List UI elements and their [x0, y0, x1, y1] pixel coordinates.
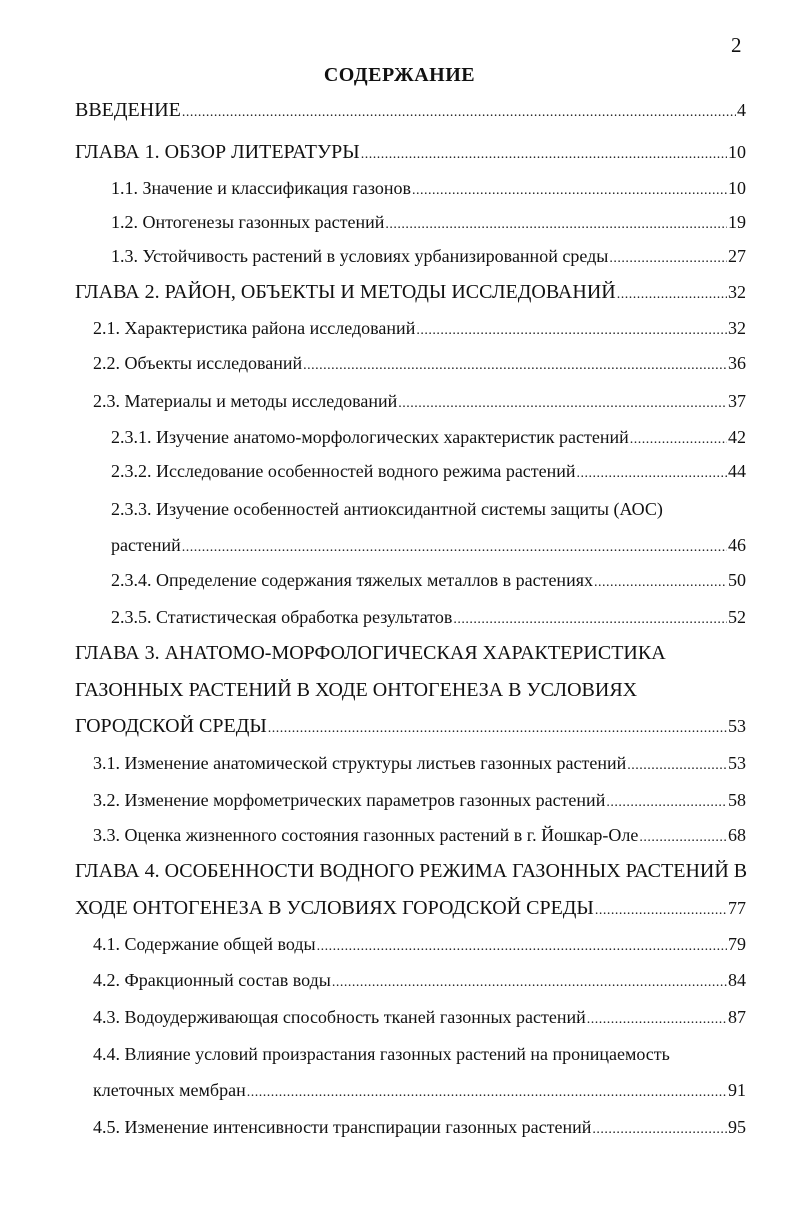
toc-entry-2-3-2[interactable]: [111, 459, 746, 486]
toc-entry-page: 19: [728, 212, 746, 232]
toc-entry-chapter-2[interactable]: [75, 280, 746, 307]
toc-entry-label: 2.3.1. Изучение анатомо-морфологических характеристик растений: [111, 427, 629, 447]
toc-entry-page: 37: [728, 391, 746, 411]
toc-entry-3-2[interactable]: [93, 788, 746, 815]
toc-entry-chapter-1[interactable]: [75, 140, 746, 167]
toc-entry-2-3-4[interactable]: [111, 568, 746, 595]
toc-entry-2-2[interactable]: [93, 351, 746, 378]
toc-leader-dots: [627, 751, 727, 778]
toc-entry-4-4[interactable]: [93, 1078, 746, 1105]
toc-entry-4-4-line1[interactable]: 4.4. Влияние условий произрастания газонных растений на проницаемость: [93, 1044, 670, 1064]
toc-entry-label: 1.1. Значение и классификация газонов: [111, 178, 411, 198]
toc-leader-dots: [630, 425, 727, 452]
toc-entry-page: 91: [728, 1080, 746, 1100]
toc-entry-page: 10: [728, 178, 746, 198]
toc-entry-label: ГЛАВА 2. РАЙОН, ОБЪЕКТЫ И МЕТОДЫ ИССЛЕДОВАНИЙ: [75, 281, 616, 303]
toc-entry-label: ВВЕДЕНИЕ: [75, 99, 181, 121]
toc-entry-page: 53: [728, 753, 746, 773]
toc-leader-dots: [609, 244, 727, 271]
toc-entry-1-2[interactable]: [111, 210, 746, 237]
toc-entry-label: ГЛАВА 1. ОБЗОР ЛИТЕРАТУРЫ: [75, 141, 360, 163]
toc-entry-page: 68: [728, 825, 746, 845]
toc-entry-label: 2.3.2. Исследование особенностей водного режима растений: [111, 461, 576, 481]
toc-entry-page: 10: [728, 142, 746, 162]
toc-entry-page: 46: [728, 535, 746, 555]
toc-entry-label: 3.1. Изменение анатомической структуры листьев газонных растений: [93, 753, 627, 773]
toc-leader-dots: [247, 1078, 727, 1105]
toc-entry-1-1[interactable]: [111, 176, 746, 203]
toc-entry-label: 4.2. Фракционный состав воды: [93, 970, 331, 990]
toc-entry-label: 2.3.5. Статистическая обработка результатов: [111, 607, 453, 627]
toc-entry-label: 2.1. Характеристика района исследований: [93, 318, 416, 338]
toc-entry-label: 2.3.4. Определение содержания тяжелых металлов в растениях: [111, 570, 593, 590]
toc-leader-dots: [182, 98, 736, 125]
toc-leader-dots: [412, 176, 727, 203]
page-number: 2: [731, 33, 742, 57]
toc-entry-label: 2.3. Материалы и методы исследований: [93, 391, 398, 411]
toc-entry-2-3-3-line1[interactable]: 2.3.3. Изучение особенностей антиоксидантной системы защиты (АОС): [111, 499, 663, 519]
toc-entry-label: 1.2. Онтогенезы газонных растений: [111, 212, 385, 232]
toc-entry-page: 42: [728, 427, 746, 447]
toc-title: СОДЕРЖАНИЕ: [323, 64, 476, 86]
toc-leader-dots: [361, 140, 727, 167]
toc-entry-page: 77: [728, 898, 746, 918]
toc-entry-page: 52: [728, 607, 746, 627]
toc-leader-dots: [617, 280, 727, 307]
toc-entry-chapter-3[interactable]: [75, 714, 746, 741]
toc-entry-page: 32: [728, 318, 746, 338]
toc-entry-2-3[interactable]: [93, 389, 746, 416]
toc-leader-dots: [595, 896, 727, 923]
toc-leader-dots: [577, 459, 727, 486]
toc-entry-page: 53: [728, 716, 746, 736]
toc-leader-dots: [398, 389, 727, 416]
toc-entry-4-1[interactable]: [93, 932, 746, 959]
toc-leader-dots: [416, 316, 727, 343]
toc-entry-label: 3.3. Оценка жизненного состояния газонных растений в г. Йошкар-Оле: [93, 825, 639, 845]
toc-entry-page: 95: [728, 1117, 746, 1137]
toc-entry-2-3-5[interactable]: [111, 605, 746, 632]
toc-entry-3-3[interactable]: [93, 823, 746, 850]
toc-entry-page: 36: [728, 353, 746, 373]
toc-leader-dots: [594, 568, 727, 595]
toc-entry-page: 84: [728, 970, 746, 990]
toc-leader-dots: [587, 1005, 727, 1032]
toc-leader-dots: [606, 788, 727, 815]
toc-leader-dots: [332, 968, 727, 995]
toc-entry-page: 44: [728, 461, 746, 481]
toc-entry-page: 50: [728, 570, 746, 590]
toc-entry-3-1[interactable]: [93, 751, 746, 778]
toc-entry-page: 4: [737, 100, 746, 120]
toc-entry-page: 32: [728, 282, 746, 302]
toc-entry-1-3[interactable]: [111, 244, 746, 271]
toc-entry-label: 4.1. Содержание общей воды: [93, 934, 316, 954]
toc-entry-label: 2.2. Объекты исследований: [93, 353, 303, 373]
toc-leader-dots: [268, 714, 727, 741]
toc-entry-2-1[interactable]: [93, 316, 746, 343]
toc-entry-4-3[interactable]: [93, 1005, 746, 1032]
toc-entry-introduction[interactable]: [75, 98, 746, 125]
toc-entry-label: ХОДЕ ОНТОГЕНЕЗА В УСЛОВИЯХ ГОРОДСКОЙ СРЕДЫ: [75, 897, 594, 919]
toc-entry-page: 79: [728, 934, 746, 954]
toc-entry-page: 27: [728, 246, 746, 266]
toc-entry-4-5[interactable]: [93, 1115, 746, 1142]
toc-leader-dots: [317, 932, 727, 959]
toc-entry-2-3-3[interactable]: [111, 533, 746, 560]
toc-entry-page: 58: [728, 790, 746, 810]
toc-entry-2-3-1[interactable]: [111, 425, 746, 452]
toc-entry-chapter-4-line1[interactable]: ГЛАВА 4. ОСОБЕННОСТИ ВОДНОГО РЕЖИМА ГАЗОННЫХ РАСТЕНИЙ В: [75, 860, 748, 882]
toc-entry-chapter-3-line1[interactable]: ГЛАВА 3. АНАТОМО-МОРФОЛОГИЧЕСКАЯ ХАРАКТЕРИСТИКА: [75, 642, 666, 664]
toc-leader-dots: [592, 1115, 727, 1142]
toc-entry-label: ГОРОДСКОЙ СРЕДЫ: [75, 715, 267, 737]
toc-entry-label: 3.2. Изменение морфометрических параметров газонных растений: [93, 790, 606, 810]
toc-entry-chapter-4[interactable]: [75, 896, 746, 923]
toc-leader-dots: [182, 533, 727, 560]
toc-entry-label: 4.5. Изменение интенсивности транспирации газонных растений: [93, 1117, 592, 1137]
toc-leader-dots: [639, 823, 727, 850]
toc-entry-chapter-3-line2[interactable]: ГАЗОННЫХ РАСТЕНИЙ В ХОДЕ ОНТОГЕНЕЗА В УСЛОВИЯХ: [75, 679, 638, 701]
toc-leader-dots: [453, 605, 727, 632]
toc-leader-dots: [385, 210, 727, 237]
toc-leader-dots: [303, 351, 727, 378]
toc-entry-label: растений: [111, 535, 181, 555]
toc-entry-label: 4.3. Водоудерживающая способность тканей газонных растений: [93, 1007, 586, 1027]
toc-entry-page: 87: [728, 1007, 746, 1027]
toc-entry-label: 1.3. Устойчивость растений в условиях урбанизированной среды: [111, 246, 609, 266]
toc-entry-4-2[interactable]: [93, 968, 746, 995]
toc-entry-label: клеточных мембран: [93, 1080, 246, 1100]
